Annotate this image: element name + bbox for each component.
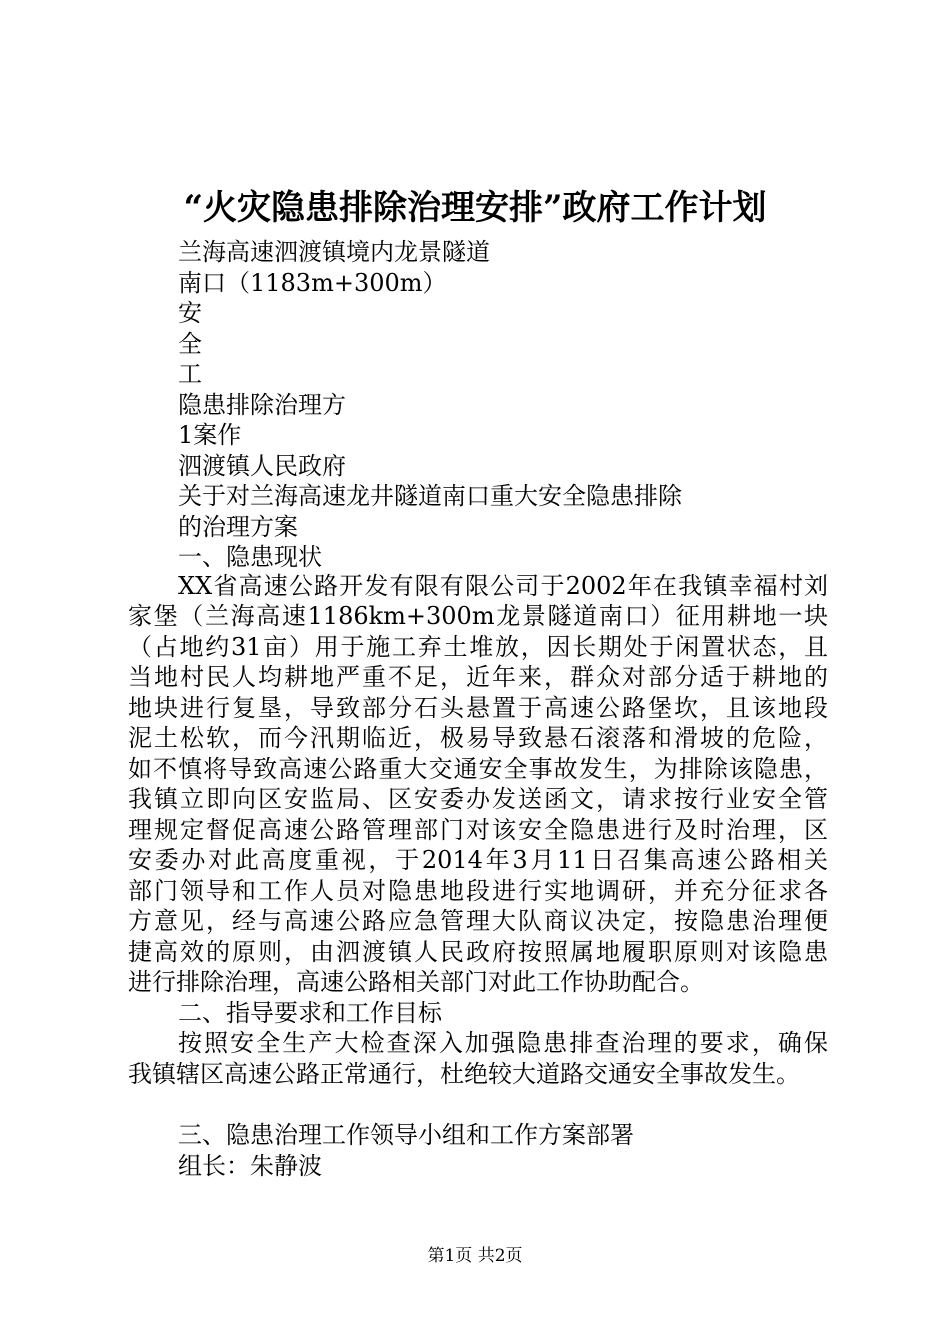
leader-line: 组长：朱静波	[178, 1152, 322, 1180]
paragraph-line: 理规定督促高速公路管理部门对该安全隐患进行及时治理，区	[128, 816, 828, 844]
header-line: 隐患排除治理方	[178, 391, 346, 419]
paragraph-line: 如不慎将导致高速公路重大交通安全事故发生，为排除该隐患，	[128, 755, 828, 783]
header-line: 安	[178, 299, 202, 327]
paragraph-line: （占地约31亩）用于施工弃土堆放，因长期处于闲置状态，且	[128, 633, 828, 661]
document-title: “火灾隐患排除治理安排”政府工作计划	[183, 188, 767, 228]
paragraph-line: 地块进行复垦，导致部分石头悬置于高速公路堡坎，且该地段	[128, 694, 828, 722]
header-line: 南口（1183m+300m）	[178, 269, 447, 297]
paragraph-line: 家堡（兰海高速1186km+300m龙景隧道南口）征用耕地一块	[128, 602, 828, 630]
header-line: 泗渡镇人民政府	[178, 452, 346, 480]
paragraph-line: 我镇辖区高速公路正常通行，杜绝较大道路交通安全事故发生。	[128, 1060, 800, 1088]
paragraph-line: XX省高速公路开发有限有限公司于2002年在我镇幸福村刘	[178, 572, 828, 600]
header-line: 的治理方案	[178, 513, 298, 541]
section-heading: 一、隐患现状	[178, 543, 322, 571]
header-line: 关于对兰海高速龙井隧道南口重大安全隐患排除	[178, 482, 682, 510]
section-heading: 三、隐患治理工作领导小组和工作方案部署	[178, 1121, 634, 1149]
paragraph-line: 按照安全生产大检查深入加强隐患排查治理的要求，确保	[178, 1029, 828, 1057]
paragraph-line: 安委办对此高度重视，于2014年3月11日召集高速公路相关	[128, 846, 828, 874]
paragraph-line: 部门领导和工作人员对隐患地段进行实地调研，并充分征求各	[128, 877, 828, 905]
page-footer: 第1页 共2页	[427, 1246, 523, 1266]
header-line: 兰海高速泗渡镇境内龙景隧道	[178, 238, 490, 266]
paragraph-line: 我镇立即向区安监局、区安委办发送函文，请求按行业安全管	[128, 785, 828, 813]
header-line: 1案作	[178, 421, 242, 449]
header-line: 全	[178, 330, 202, 358]
paragraph-line: 捷高效的原则，由泗渡镇人民政府按照属地履职原则对该隐患	[128, 938, 828, 966]
header-line: 工	[178, 360, 202, 388]
paragraph-line: 泥土松软，而今汛期临近，极易导致悬石滚落和滑坡的危险，	[128, 724, 828, 752]
paragraph-line: 方意见，经与高速公路应急管理大队商议决定，按隐患治理便	[128, 907, 828, 935]
section-heading: 二、指导要求和工作目标	[178, 999, 442, 1027]
paragraph-line: 当地村民人均耕地严重不足，近年来，群众对部分适于耕地的	[128, 663, 828, 691]
paragraph-line: 进行排除治理，高速公路相关部门对此工作协助配合。	[128, 968, 704, 996]
